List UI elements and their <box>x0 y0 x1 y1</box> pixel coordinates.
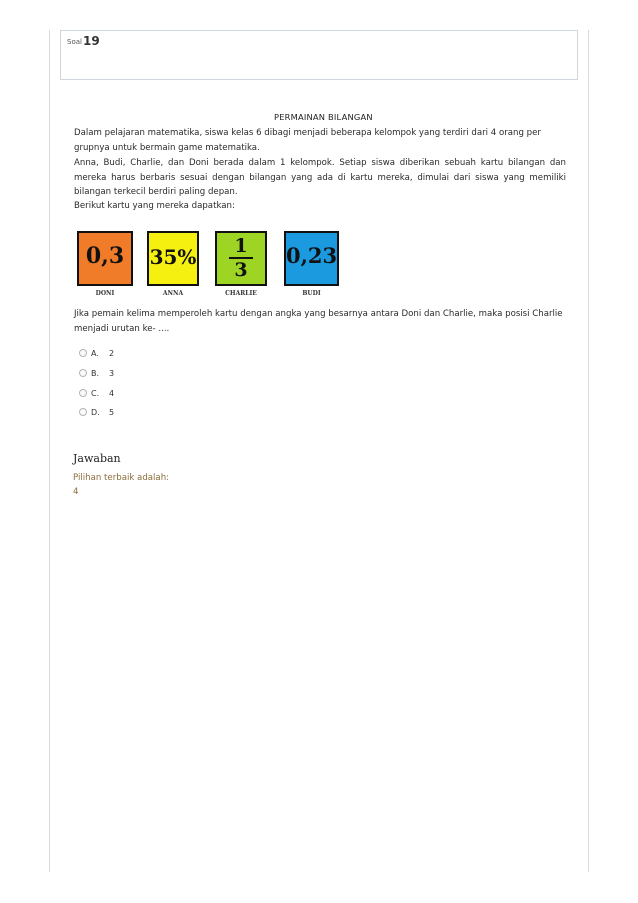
question-number: 19 <box>83 34 100 48</box>
paragraph-rules: Anna, Budi, Charlie, dan Doni berada dalam 1 kelompok. Setiap siswa diberikan sebuah kartu bilangan dan mereka harus berbaris sesuai dengan bilangan yang ada di kartu mereka, dimulai dari siswa yang memiliki bilangan terkecil berdiri paling depan. <box>74 158 566 197</box>
card-name: BUDI <box>302 290 321 297</box>
option-letter: C. <box>91 388 100 398</box>
fraction-denominator: 3 <box>234 259 248 281</box>
answer-heading: Jawaban <box>73 452 121 465</box>
option-a[interactable] <box>79 347 114 359</box>
question-number-box <box>60 30 578 80</box>
card-charlie <box>215 231 267 297</box>
card-value: 0,3 <box>85 243 125 269</box>
answer-block <box>73 471 169 499</box>
radio-button[interactable] <box>79 349 87 357</box>
fraction <box>217 235 265 281</box>
paragraph-intro: Dalam pelajaran matematika, siswa kelas 6 dibagi menjadi beberapa kelompok yang terdiri dari 4 orang per grupnya untuk bermain game matematika. <box>74 128 541 153</box>
answer-value: 4 <box>73 487 79 497</box>
problem-title: PERMAINAN BILANGAN <box>274 112 373 122</box>
page-border-left <box>49 30 50 872</box>
option-d[interactable] <box>79 406 114 418</box>
option-text: 2 <box>109 348 115 358</box>
option-letter: A. <box>91 348 99 358</box>
option-text: 4 <box>109 388 115 398</box>
paragraph-cards-intro: Berikut kartu yang mereka dapatkan: <box>74 201 235 211</box>
card-budi <box>284 231 339 297</box>
answer-label: Pilihan terbaik adalah: <box>73 473 170 483</box>
option-text: 3 <box>109 368 115 378</box>
option-letter: D. <box>91 407 100 417</box>
option-c[interactable] <box>79 387 114 399</box>
card-value: 0,23 <box>286 243 338 268</box>
fraction-numerator: 1 <box>234 235 248 257</box>
radio-button[interactable] <box>79 389 87 397</box>
card-anna <box>147 231 199 297</box>
card-name: ANNA <box>162 290 184 297</box>
radio-button[interactable] <box>79 369 87 377</box>
question-label: Soal <box>67 38 82 46</box>
page-border-right <box>588 30 589 872</box>
option-text: 5 <box>109 407 115 417</box>
card-name: CHARLIE <box>225 290 257 297</box>
card-value: 35% <box>149 245 197 269</box>
radio-button[interactable] <box>79 408 87 416</box>
card-name: DONI <box>95 290 115 297</box>
option-b[interactable] <box>79 367 114 379</box>
number-cards <box>77 231 339 299</box>
option-letter: B. <box>91 368 100 378</box>
question-text: Jika pemain kelima memperoleh kartu dengan angka yang besarnya antara Doni dan Charlie, maka posisi Charlie menjadi urutan ke- .... <box>74 309 563 334</box>
card-doni <box>77 231 133 297</box>
